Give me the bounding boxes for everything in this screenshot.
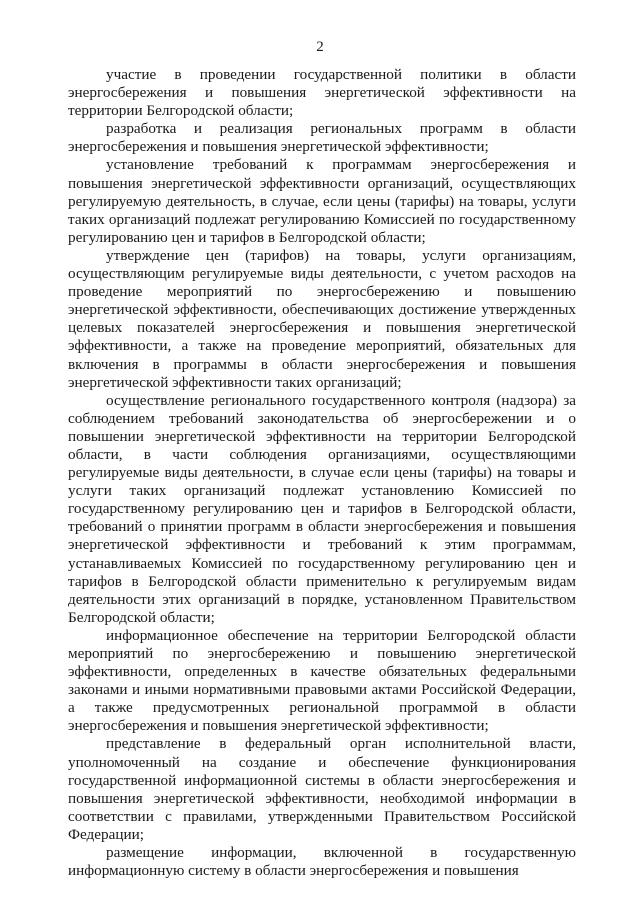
document-body [68,66,576,880]
paragraph-program-requirements: установление требований к программам энергосбережения и повышения энергетической эффективности организаций, осуществляющих регулируемую деятельность, в случае, если цены (тарифы) на товары, услуги таких организаций подлежат регулированию Комиссией по государственному регулированию цен и тарифов в Белгородской области; [68,156,576,246]
paragraph-information-support: информационное обеспечение на территории Белгородской области мероприятий по энергосбережению и повышению энергетической эффективности, определенных в качестве обязательных федеральными законами и иными нормативными правовыми актами Российской Федерации, а также предусмотренных региональной программой в области энергосбережения и повышения энергетической эффективности; [68,626,576,735]
paragraph-regional-control: осуществление регионального государственного контроля (надзора) за соблюдением требований законодательства об энергосбережении и о повышении энергетической эффективности на территории Белгородской области, в части соблюдения организациями, осуществляющими регулируемые виды деятельности, в случае если цены (тарифы) на товары и услуги таких организаций подлежат установлению Комиссией по государственному регулированию цен и тарифов в Белгородской области, требований о принятии программ в области энергосбережения и повышения энергетической эффективности и требований к этим программам, устанавливаемых Комиссией по государственному регулированию цен и тарифов в Белгородской области применительно к регулируемым видам деятельности этих организаций в порядке, установленном Правительством Белгородской области; [68,391,576,626]
paragraph-tariff-approval: утверждение цен (тарифов) на товары, услуги организациям, осуществляющим регулируемые виды деятельности, с учетом расходов на проведение мероприятий по энергосбережению и повышению энергетической эффективности, обеспечивающих достижение утвержденных целевых показателей энергосбережения и повышения энергетической эффективности, а также на проведение мероприятий, обязательных для включения в программы в области энергосбережения и повышения энергетической эффективности таких организаций; [68,246,576,391]
paragraph-info-placement: размещение информации, включенной в государственную информационную систему в области энергосбережения и повышения [68,844,576,880]
paragraph-participation: участие в проведении государственной политики в области энергосбережения и повышения энергетической эффективности на территории Белгородской области; [68,66,576,120]
paragraph-regional-programs: разработка и реализация региональных программ в области энергосбережения и повышения энергетической эффективности; [68,120,576,156]
page-number: 2 [316,39,324,55]
paragraph-federal-reporting: представление в федеральный орган исполнительной власти, уполномоченный на создание и обеспечение функционирования государственной информационной системы в области энергосбережения и повышения энергетической эффективности, необходимой информации в соответствии с правилами, утвержденными Правительством Российской Федерации; [68,735,576,843]
